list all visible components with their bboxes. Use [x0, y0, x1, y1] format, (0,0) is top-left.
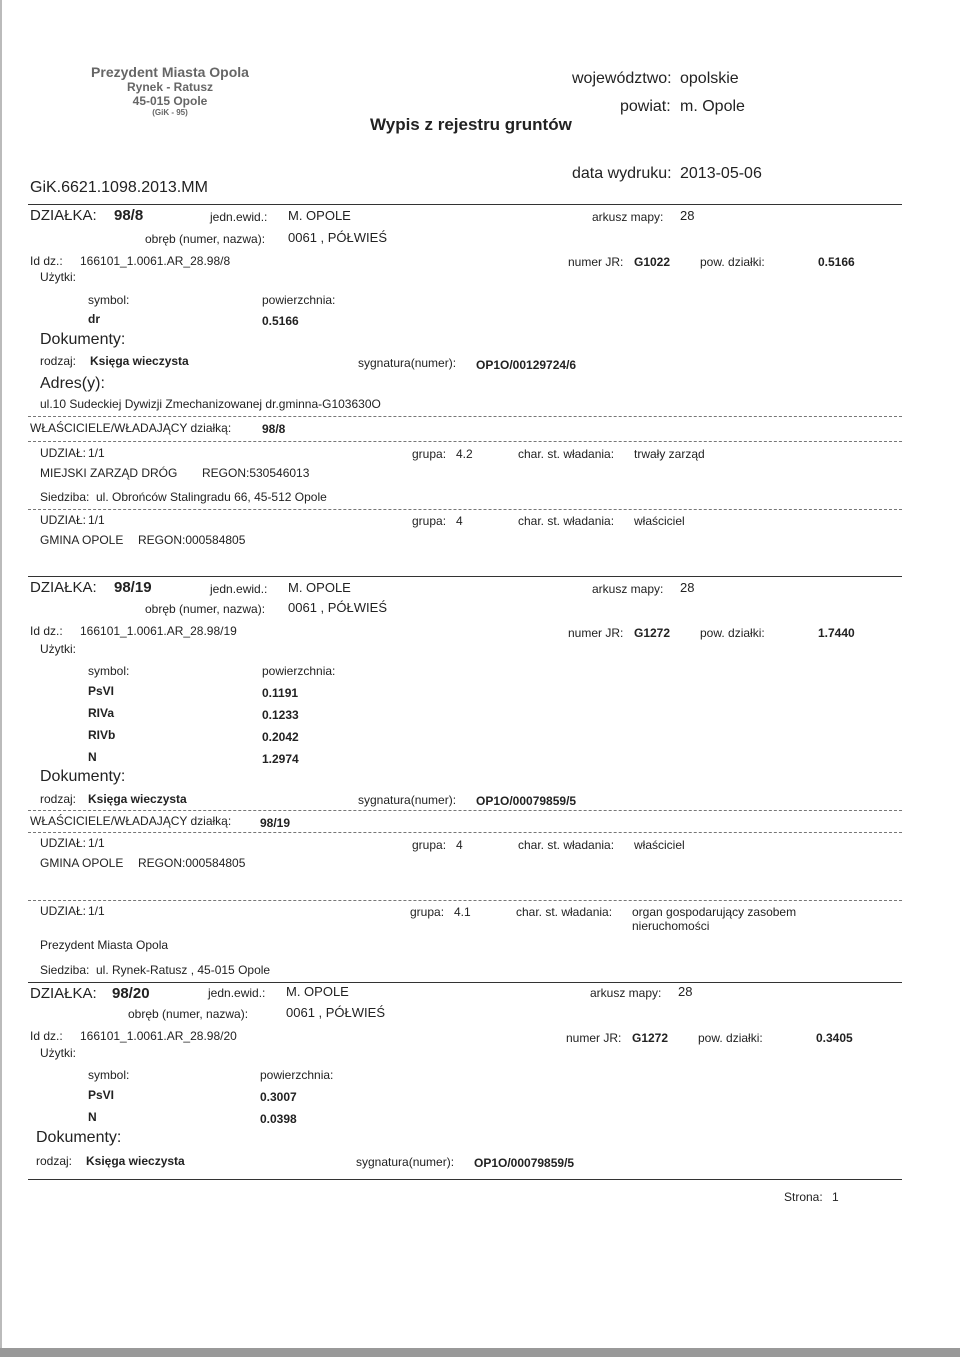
area-value: 1.7440: [818, 626, 855, 640]
doc-signature-label: sygnatura(numer):: [356, 1155, 455, 1169]
land-use-symbol: dr: [88, 312, 100, 326]
parcel-id-value: 166101_1.0061.AR_28.98/8: [80, 254, 231, 268]
jr-label: numer JR:: [566, 1031, 622, 1045]
powiat-value: m. Opole: [680, 98, 745, 115]
group-label: grupa:: [412, 514, 447, 528]
precinct-label: obręb (numer, nazwa):: [128, 1007, 249, 1021]
address-value: ul.10 Sudeckiej Dywizji Zmechanizowanej dr.gminna-G103630O: [40, 397, 381, 411]
jr-value: G1272: [632, 1031, 669, 1045]
parcel-id-label: Id dz.:: [30, 624, 63, 638]
precinct-value: 0061 , PÓŁWIEŚ: [288, 230, 387, 245]
section-divider: [28, 576, 902, 577]
parcel-id-value: 166101_1.0061.AR_28.98/20: [80, 1029, 237, 1043]
stamp-line: (GiK - 95): [152, 108, 188, 117]
doc-signature-value: OP1O/00079859/5: [474, 1156, 575, 1170]
owners-label: WŁAŚCICIELE/WŁADAJĄCY działką:: [30, 814, 232, 828]
land-use-label: Użytki:: [40, 1046, 76, 1060]
jr-value: G1272: [634, 626, 671, 640]
section-divider: [28, 416, 902, 417]
stamp-line: Prezydent Miasta Opola: [91, 64, 249, 80]
section-divider: [28, 509, 902, 510]
share-label: UDZIAŁ:: [40, 836, 87, 850]
doc-type-label: rodzaj:: [40, 354, 77, 368]
group-label: grupa:: [412, 838, 447, 852]
ownership-type-value: właściciel: [634, 514, 685, 528]
precinct-value: 0061 , PÓŁWIEŚ: [288, 600, 387, 615]
jr-label: numer JR:: [568, 255, 624, 269]
symbol-header: symbol:: [88, 293, 130, 307]
owners-label: WŁAŚCICIELE/WŁADAJĄCY działką:: [30, 421, 232, 435]
seat-label: Siedziba:: [40, 490, 90, 504]
jedn-label: jedn.ewid.:: [210, 582, 268, 596]
sheet-label: arkusz mapy:: [592, 582, 664, 596]
jr-label: numer JR:: [568, 626, 624, 640]
sheet-value: 28: [680, 208, 695, 223]
land-use-area: 0.1233: [262, 708, 299, 722]
surface-header: powierzchnia:: [260, 1068, 334, 1082]
print-date-value: 2013-05-06: [680, 165, 762, 182]
share-value: 1/1: [88, 446, 105, 460]
owner-name: GMINA OPOLE: [40, 856, 124, 870]
doc-type-value: Księga wieczysta: [90, 354, 189, 368]
wojewodztwo-value: opolskie: [680, 70, 739, 87]
sheet-value: 28: [680, 580, 695, 595]
parcel-number: 98/20: [112, 985, 150, 1002]
print-date-label: data wydruku:: [572, 165, 672, 182]
area-label: pow. działki:: [700, 626, 765, 640]
jedn-value: M. OPOLE: [288, 208, 351, 223]
land-use-symbol: RIVa: [88, 706, 115, 720]
sheet-value: 28: [678, 984, 693, 999]
group-value: 4.1: [454, 905, 471, 919]
land-use-symbol: PsVI: [88, 1088, 115, 1102]
section-divider: [28, 204, 902, 205]
page-label: Strona:: [784, 1190, 823, 1204]
ownership-type-value: organ gospodarujący zasobem: [632, 905, 797, 919]
group-value: 4: [456, 838, 463, 852]
office-stamp: [70, 64, 270, 117]
doc-type-value: Księga wieczysta: [86, 1154, 185, 1168]
land-use-symbol: RIVb: [88, 728, 116, 742]
land-use-area: 0.3007: [260, 1090, 297, 1104]
land-use-symbol: N: [88, 1110, 97, 1124]
surface-header: powierzchnia:: [262, 293, 336, 307]
scan-edge: [0, 0, 2, 1357]
group-label: grupa:: [412, 447, 447, 461]
parcel-id-label: Id dz.:: [30, 254, 63, 268]
precinct-label: obręb (numer, nazwa):: [145, 232, 266, 246]
ownership-type-label: char. st. władania:: [518, 838, 615, 852]
jr-value: G1022: [634, 255, 671, 269]
ownership-type-value: trwały zarząd: [634, 447, 705, 461]
land-use-label: Użytki:: [40, 642, 76, 656]
parcel-label: DZIAŁKA:: [30, 579, 97, 596]
land-use-area: 0.0398: [260, 1112, 297, 1126]
documents-label: Dokumenty:: [40, 768, 126, 785]
share-label: UDZIAŁ:: [40, 513, 87, 527]
land-use-area: 0.1191: [262, 686, 299, 700]
seat-value: ul. Obrońców Stalingradu 66, 45-512 Opole: [96, 490, 327, 504]
page-number: 1: [832, 1190, 839, 1204]
jedn-value: M. OPOLE: [286, 984, 349, 999]
parcel-id-label: Id dz.:: [30, 1029, 63, 1043]
jedn-value: M. OPOLE: [288, 580, 351, 595]
owner-name: Prezydent Miasta Opola: [40, 938, 169, 952]
area-value: 0.3405: [816, 1031, 853, 1045]
sheet-label: arkusz mapy:: [590, 986, 662, 1000]
ownership-type-label: char. st. władania:: [518, 514, 615, 528]
parcel-label: DZIAŁKA:: [30, 985, 97, 1002]
doc-type-label: rodzaj:: [36, 1154, 73, 1168]
land-use-area: 0.2042: [262, 730, 299, 744]
land-use-symbol: PsVI: [88, 684, 115, 698]
share-label: UDZIAŁ:: [40, 904, 87, 918]
powiat-label: powiat:: [620, 98, 671, 115]
section-divider: [28, 810, 902, 811]
owner-name: MIEJSKI ZARZĄD DRÓG: [40, 466, 178, 480]
parcel-id-value: 166101_1.0061.AR_28.98/19: [80, 624, 237, 638]
doc-type-label: rodzaj:: [40, 792, 77, 806]
documents-label: Dokumenty:: [36, 1129, 122, 1146]
stamp-line: 45-015 Opole: [132, 94, 208, 108]
ownership-type-value: właściciel: [634, 838, 685, 852]
owners-parcel: 98/19: [260, 816, 291, 830]
area-label: pow. działki:: [700, 255, 765, 269]
parcel-number: 98/8: [114, 207, 144, 224]
land-use-label: Użytki:: [40, 270, 76, 284]
seat-value: ul. Rynek-Ratusz , 45-015 Opole: [96, 963, 271, 977]
section-divider: [28, 441, 902, 442]
seat-label: Siedziba:: [40, 963, 90, 977]
land-use-area: 0.5166: [262, 314, 299, 328]
area-value: 0.5166: [818, 255, 855, 269]
sheet-label: arkusz mapy:: [592, 210, 664, 224]
share-value: 1/1: [88, 513, 105, 527]
section-divider: [28, 982, 902, 983]
footer-divider: [28, 1179, 902, 1180]
ownership-type-label: char. st. władania:: [516, 905, 613, 919]
section-divider: [28, 900, 902, 901]
owners-parcel: 98/8: [262, 422, 286, 436]
group-label: grupa:: [410, 905, 445, 919]
share-value: 1/1: [88, 836, 105, 850]
area-label: pow. działki:: [698, 1031, 763, 1045]
precinct-label: obręb (numer, nazwa):: [145, 602, 266, 616]
owner-name: GMINA OPOLE: [40, 533, 124, 547]
precinct-value: 0061 , PÓŁWIEŚ: [286, 1005, 385, 1020]
case-signature: GiK.6621.1098.2013.MM: [30, 179, 208, 196]
group-value: 4.2: [456, 447, 473, 461]
symbol-header: symbol:: [88, 664, 130, 678]
ownership-type-label: char. st. władania:: [518, 447, 615, 461]
jedn-label: jedn.ewid.:: [208, 986, 266, 1000]
scan-edge: [0, 1348, 960, 1357]
document-title: Wypis z rejestru gruntów: [370, 115, 572, 134]
jedn-label: jedn.ewid.:: [210, 210, 268, 224]
doc-type-value: Księga wieczysta: [88, 792, 187, 806]
share-label: UDZIAŁ:: [40, 446, 87, 460]
parcel-label: DZIAŁKA:: [30, 207, 97, 224]
owner-regon: REGON:530546013: [202, 466, 310, 480]
section-divider: [28, 832, 902, 833]
doc-signature-label: sygnatura(numer):: [358, 356, 457, 370]
doc-signature-label: sygnatura(numer):: [358, 793, 457, 807]
surface-header: powierzchnia:: [262, 664, 336, 678]
owner-regon: REGON:000584805: [138, 856, 246, 870]
symbol-header: symbol:: [88, 1068, 130, 1082]
doc-signature-value: OP1O/00129724/6: [476, 358, 577, 372]
land-use-area: 1.2974: [262, 752, 299, 766]
land-use-symbol: N: [88, 750, 97, 764]
documents-label: Dokumenty:: [40, 331, 126, 348]
wojewodztwo-label: województwo:: [572, 70, 672, 87]
group-value: 4: [456, 514, 463, 528]
doc-signature-value: OP1O/00079859/5: [476, 794, 577, 808]
ownership-type-value-cont: nieruchomości: [632, 919, 710, 933]
parcel-number: 98/19: [114, 579, 152, 596]
stamp-line: Rynek - Ratusz: [126, 80, 214, 94]
owner-regon: REGON:000584805: [138, 533, 246, 547]
address-label: Adres(y):: [40, 375, 105, 392]
share-value: 1/1: [88, 904, 105, 918]
